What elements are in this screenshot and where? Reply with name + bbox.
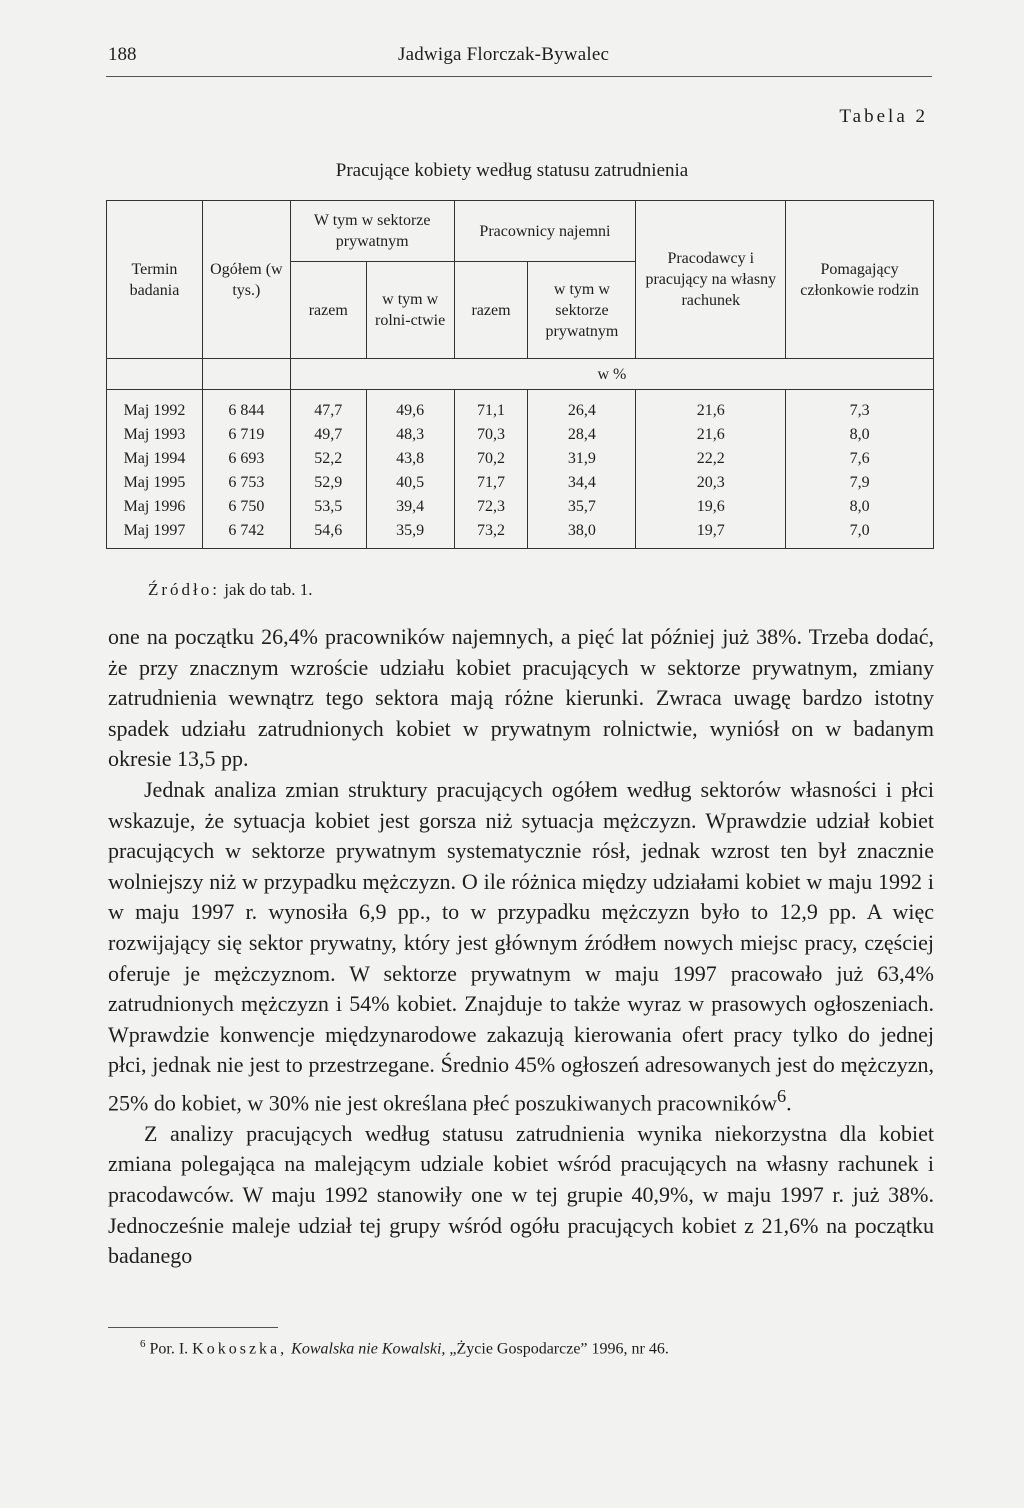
- header-sektor-prywatny: W tym w sektorze prywatnym: [290, 201, 454, 262]
- table-row: [107, 390, 934, 423]
- cell-pomagajacy: 7,6: [786, 446, 934, 470]
- table-label: Tabela 2: [839, 106, 928, 127]
- paragraph-text: Jednak analiza zmian struktury pracujących ogółem według sektorów własności i płci wskazuje, że sytuacja kobiet jest gorsza niż sytuacja mężczyzn. Wprawdzie udział kobiet pracujących w sektorze prywatnym systematycznie rósł, jednak wzrost ten był znacznie wolniejszy niż w przypadku mężczyzn. O ile różnica między udziałami kobiet w maju 1992 i w maju 1997 r. wynosiła 6,9 pp., to w przypadku mężczyzn było to 12,9 pp. A więc rozwijający się sektor prywatny, który jest głównym źródłem nowych miejsc pracy, częściej oferuje je mężczyznom. W sektorze prywatnym w maju 1997 pracowało już 63,4% zatrudnionych mężczyzn i 54% kobiet. Znajduje to także wyraz w prasowych ogłoszeniach. Wprawdzie konwencje międzynarodowe zakazują kierowania ofert pracy tylko do jednej płci, jednak nie jest to przestrzegane. Średnio 45% ogłoszeń adresowanych jest do mężczyzn, 25% do kobiet, w 30% nie jest określana płeć poszukiwanych pracowników: [108, 776, 934, 1116]
- cell-pn-razem: 71,1: [454, 390, 528, 423]
- cell-sp-razem: 54,6: [290, 518, 366, 549]
- cell-sp-rolnictwo: 39,4: [366, 494, 454, 518]
- table-row: [107, 518, 934, 549]
- cell-pn-razem: 71,7: [454, 470, 528, 494]
- footnote-mark: 6: [140, 1338, 146, 1350]
- header-pracodawcy: Pracodawcy i pracujący na własny rachunek: [636, 201, 786, 359]
- cell-pracodawcy: 19,7: [636, 518, 786, 549]
- paragraph: one na początku 26,4% pracowników najemnych, a pięć lat później już 38%. Trzeba dodać, że przy znacznym wzroście udziału kobiet pracujących w sektorze prywatnym, zmiany zatrudnienia wewnątrz tego sektora mają różne kierunki. Zwraca uwagę bardzo istotny spadek udziału zatrudnionych kobiet w prywatnym rolnictwie, wyniósł on w badanym okresie 13,5 pp.: [108, 624, 934, 772]
- footnote-rest: „Życie Gospodarcze” 1996, nr 46.: [449, 1340, 669, 1358]
- cell-pn-razem: 70,2: [454, 446, 528, 470]
- cell-sp-razem: 53,5: [290, 494, 366, 518]
- header-sp-razem: razem: [290, 262, 366, 359]
- header-pn-razem: razem: [454, 262, 528, 359]
- cell-sp-rolnictwo: 43,8: [366, 446, 454, 470]
- cell-pn-prywatny: 26,4: [528, 390, 636, 423]
- cell-sp-rolnictwo: 40,5: [366, 470, 454, 494]
- employment-table: [106, 200, 934, 549]
- cell-ogolem: 6 742: [202, 518, 290, 549]
- cell-pracodawcy: 21,6: [636, 390, 786, 423]
- footnote-rule: [108, 1327, 278, 1328]
- cell-pracodawcy: 20,3: [636, 470, 786, 494]
- table-row: [107, 422, 934, 446]
- cell-pracodawcy: 22,2: [636, 446, 786, 470]
- cell-pomagajacy: 7,0: [786, 518, 934, 549]
- cell-ogolem: 6 750: [202, 494, 290, 518]
- cell-ogolem: 6 719: [202, 422, 290, 446]
- footnote-prefix: Por. I.: [149, 1340, 189, 1358]
- cell-pracodawcy: 19,6: [636, 494, 786, 518]
- header-pn-prywatny: w tym w sektorze prywatnym: [528, 262, 636, 359]
- cell-sp-razem: 52,2: [290, 446, 366, 470]
- cell-sp-rolnictwo: 49,6: [366, 390, 454, 423]
- cell-sp-razem: 52,9: [290, 470, 366, 494]
- cell-ogolem: 6 693: [202, 446, 290, 470]
- footnote: [140, 1338, 669, 1358]
- cell-sp-rolnictwo: 35,9: [366, 518, 454, 549]
- cell-pn-razem: 72,3: [454, 494, 528, 518]
- footnote-title: Kowalska nie Kowalski,: [291, 1340, 446, 1358]
- footnote-ref[interactable]: 6: [777, 1085, 787, 1106]
- cell-pn-prywatny: 38,0: [528, 518, 636, 549]
- cell-termin: Maj 1995: [107, 470, 203, 494]
- paragraph: Z analizy pracujących według statusu zatrudnienia wynika niekorzystna dla kobiet zmiana polegająca na malejącym udziale kobiet wśród pracujących na własny rachunek i pracodawców. W maju 1992 stanowiły one w tej grupie 40,9%, w maju 1997 r. już 38%. Jednocześnie maleje udział tej grupy wśród ogółu pracujących kobiet z 21,6% na początku badanego: [108, 1120, 934, 1269]
- cell-termin: Maj 1992: [107, 390, 203, 423]
- header-ogolem: Ogółem (w tys.): [202, 201, 290, 359]
- cell-sp-razem: 49,7: [290, 422, 366, 446]
- cell-pomagajacy: 8,0: [786, 422, 934, 446]
- cell-pomagajacy: 7,9: [786, 470, 934, 494]
- cell-pn-razem: 70,3: [454, 422, 528, 446]
- page-header: [108, 44, 932, 78]
- cell-pomagajacy: 7,3: [786, 390, 934, 423]
- paragraph: [108, 775, 934, 1119]
- footnote-author: Kokoszka,: [192, 1340, 288, 1358]
- cell-ogolem: 6 753: [202, 470, 290, 494]
- source-label: Źródło:: [148, 580, 220, 599]
- page-number: 188: [108, 44, 137, 65]
- cell-termin: Maj 1996: [107, 494, 203, 518]
- paragraph-end: .: [786, 1090, 792, 1116]
- table-row: [107, 494, 934, 518]
- running-title: Jadwiga Florczak-Bywalec: [398, 44, 610, 65]
- cell-pn-prywatny: 34,4: [528, 470, 636, 494]
- cell-termin: Maj 1994: [107, 446, 203, 470]
- table-row: [107, 470, 934, 494]
- cell-pomagajacy: 8,0: [786, 494, 934, 518]
- header-unit: w %: [290, 359, 933, 390]
- source-text: jak do tab. 1.: [224, 580, 313, 599]
- table-title: Pracujące kobiety według statusu zatrudnienia: [335, 160, 689, 181]
- cell-termin: Maj 1993: [107, 422, 203, 446]
- header-rule: [106, 76, 932, 77]
- table-source: [148, 580, 313, 600]
- cell-pn-prywatny: 35,7: [528, 494, 636, 518]
- cell-sp-rolnictwo: 48,3: [366, 422, 454, 446]
- cell-termin: Maj 1997: [107, 518, 203, 549]
- cell-ogolem: 6 844: [202, 390, 290, 423]
- cell-pn-prywatny: 28,4: [528, 422, 636, 446]
- table-row: [107, 446, 934, 470]
- body-text: [108, 622, 934, 1272]
- cell-pn-prywatny: 31,9: [528, 446, 636, 470]
- header-sp-rolnictwo: w tym w rolni-ctwie: [366, 262, 454, 359]
- header-termin: Termin badania: [107, 201, 203, 359]
- header-pomagajacy: Pomagający członkowie rodzin: [786, 201, 934, 359]
- cell-pracodawcy: 21,6: [636, 422, 786, 446]
- header-pracownicy: Pracownicy najemni: [454, 201, 636, 262]
- cell-sp-razem: 47,7: [290, 390, 366, 423]
- cell-pn-razem: 73,2: [454, 518, 528, 549]
